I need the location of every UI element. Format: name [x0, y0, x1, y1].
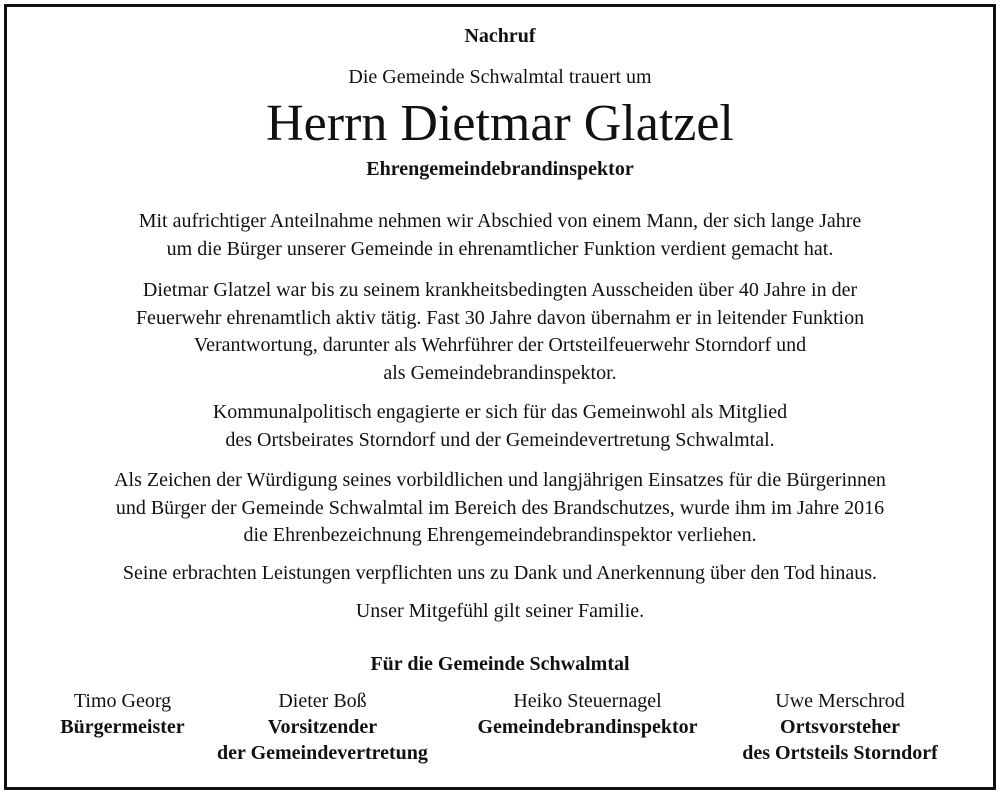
signer-name: Dieter Boß: [278, 690, 367, 712]
text-line: Unser Mitgefühl gilt seiner Familie.: [355, 600, 645, 622]
signer-name: Timo Georg: [73, 690, 172, 712]
signoff-line: Für die Gemeinde Schwalmtal: [370, 653, 630, 675]
text-line: um die Bürger unserer Gemeinde in ehrenamtlicher Funktion verdient gemacht hat.: [166, 237, 834, 260]
signer-fire-inspector: [450, 688, 725, 740]
text-line: Mit aufrichtiger Anteilnahme nehmen wir Abschied von einem Mann, der sich lange Jahre: [138, 210, 862, 232]
paragraph-politics: [0, 399, 1000, 454]
signer-name: Heiko Steuernagel: [513, 690, 662, 712]
text-line: Dietmar Glatzel war bis zu seinem krankheitsbedingten Ausscheiden über 40 Jahre in der: [142, 279, 858, 301]
signer-role: Gemeindebrandinspektor: [477, 716, 698, 738]
paragraph-farewell: [0, 208, 1000, 263]
text-line: als Gemeindebrandinspektor.: [383, 361, 617, 384]
text-line: Feuerwehr ehrenamtlich aktiv tätig. Fast 30 Jahre davon übernahm er in leitender Funktion: [135, 306, 865, 329]
paragraph-fire-service: [0, 277, 1000, 387]
signer-role: des Ortsteils Storndorf: [742, 742, 938, 764]
text-line: Als Zeichen der Würdigung seines vorbildlichen und langjährigen Einsatzes für die Bürgerinnen: [114, 469, 886, 491]
text-line: Seine erbrachten Leistungen verpflichten uns zu Dank und Anerkennung über den Tod hinaus.: [122, 562, 878, 584]
signer-district-head: [715, 688, 965, 766]
deceased-name: Herrn Dietmar Glatzel: [266, 95, 734, 152]
text-line: Kommunalpolitisch engagierte er sich für das Gemeinwohl als Mitglied: [212, 401, 788, 423]
signer-council-chair: [190, 688, 455, 766]
text-line: des Ortsbeirates Storndorf und der Gemeindevertretung Schwalmtal.: [225, 428, 775, 451]
notice-heading: Nachruf: [464, 25, 536, 47]
paragraph-condolence: [0, 598, 1000, 626]
signer-name: Uwe Merschrod: [775, 690, 905, 712]
text-line: und Bürger der Gemeinde Schwalmtal im Bereich des Brandschutzes, wurde ihm im Jahre 2016: [115, 496, 885, 519]
signer-role: der Gemeindevertretung: [217, 742, 428, 764]
signer-role: Bürgermeister: [60, 716, 185, 738]
paragraph-gratitude: [0, 560, 1000, 588]
signer-mayor: [35, 688, 210, 740]
paragraph-honor: [0, 467, 1000, 550]
signer-role: Ortsvorsteher: [780, 716, 900, 738]
intro-line: Die Gemeinde Schwalmtal trauert um: [348, 66, 652, 88]
text-line: Verantwortung, darunter als Wehrführer der Ortsteilfeuerwehr Storndorf und: [193, 334, 807, 356]
honorary-title: Ehrengemeindebrandinspektor: [366, 158, 634, 180]
signer-role: Vorsitzender: [267, 716, 378, 738]
text-line: die Ehrenbezeichnung Ehrengemeindebrandinspektor verliehen.: [243, 524, 757, 546]
